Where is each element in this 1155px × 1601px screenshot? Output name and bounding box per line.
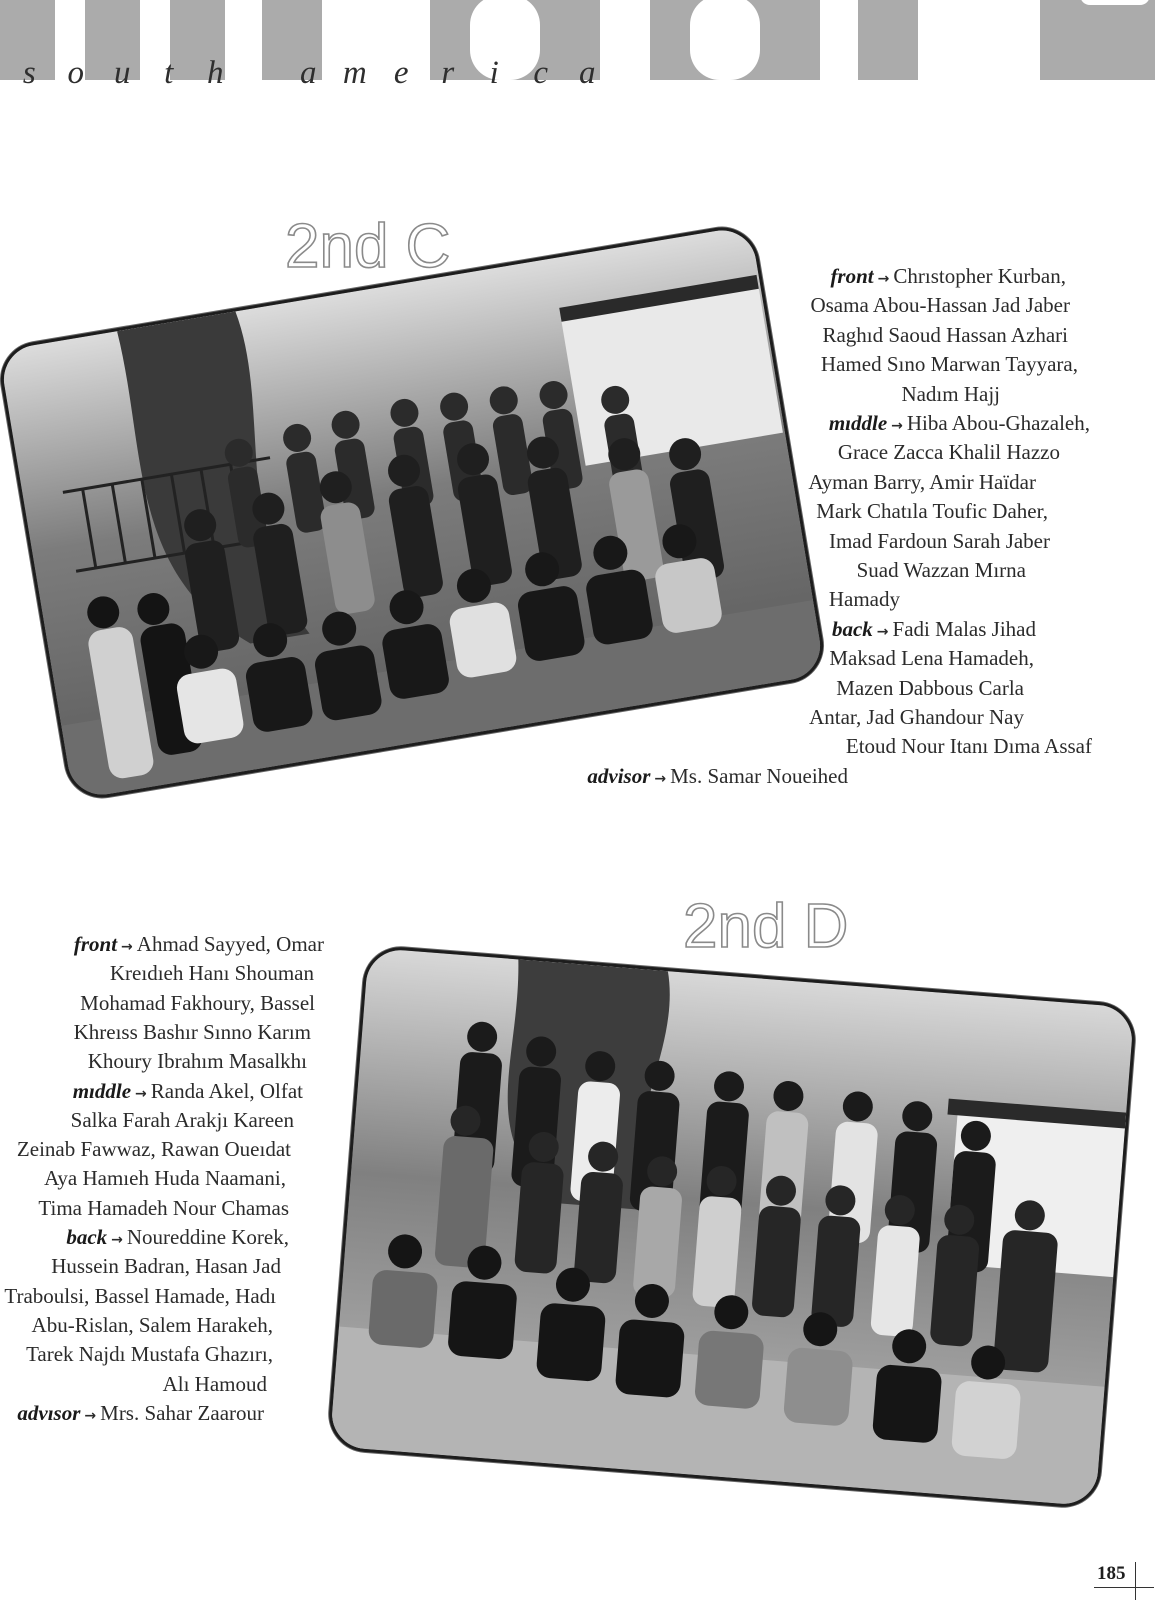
arrow-icon: → (654, 770, 667, 787)
caption-row (4, 1282, 276, 1312)
caption-row-label (829, 409, 1090, 442)
caption-names: Ayman Barry, Amir Haïdar (808, 469, 1036, 494)
caption-names: Abu-Rislan, Salem Harakeh, (31, 1312, 273, 1337)
arrow-icon: → (84, 1407, 97, 1424)
row-label: front (73, 932, 118, 956)
caption-row (38, 1194, 289, 1224)
banner-subtitle-letter: h (207, 55, 224, 85)
caption-names: Hamed Sıno Marwan Tayyara, (820, 352, 1078, 377)
caption-2nd-d (0, 930, 331, 1440)
caption-names: Noureddine Korek, (126, 1225, 289, 1249)
caption-row (809, 703, 1024, 733)
row-label: mıddle (828, 411, 888, 435)
caption-names: Traboulsi, Bassel Hamade, Hadı (4, 1283, 276, 1308)
banner-subtitle-letter: a (579, 55, 596, 85)
caption-names: Khoury Ibrahım Masalkhı (87, 1049, 307, 1074)
caption-row-label (832, 615, 1036, 648)
caption-names: Kreıdıeh Hanı Shouman (109, 961, 314, 986)
caption-row (829, 644, 1034, 674)
caption-row (810, 291, 1070, 321)
page-number-rule (1094, 1587, 1154, 1588)
caption-names: Ms. Samar Noueihed (670, 763, 848, 788)
caption-names: Nadım Hajj (901, 381, 1000, 406)
arrow-icon: → (111, 1232, 123, 1248)
caption-row (74, 1018, 311, 1048)
section-title-2nd-d (678, 885, 938, 965)
caption-row-label (17, 1399, 264, 1432)
caption-row (808, 468, 1036, 498)
page-header (0, 0, 1155, 85)
arrow-icon: → (891, 418, 903, 434)
caption-2nd-c (587, 262, 1120, 802)
banner-subtitle (6, 55, 611, 85)
caption-names: Ahmad Sayyed, Omar (136, 932, 324, 956)
caption-row (44, 1164, 286, 1194)
caption-row-label (73, 1077, 303, 1110)
banner-subtitle-gap (239, 58, 286, 85)
caption-row (80, 989, 315, 1019)
banner-subtitle-letter: m (342, 55, 367, 85)
caption-names: Suad Wazzan Mırna (856, 558, 1026, 582)
caption-row (846, 732, 1092, 762)
banner-subtitle-letter: u (114, 55, 131, 85)
row-label: advısor (17, 1400, 81, 1425)
row-label: front (830, 264, 874, 288)
caption-names: Antar, Jad Ghandour Nay (809, 705, 1024, 729)
caption-names: Alı Hamoud (162, 1371, 267, 1396)
caption-row (816, 497, 1048, 527)
banner-subtitle-letter: e (393, 55, 409, 85)
caption-row-label (830, 262, 1066, 295)
caption-row (857, 556, 1026, 586)
caption-names: Imad Fardoun Sarah Jaber (828, 528, 1050, 553)
banner-subtitle-letter: r (441, 55, 455, 85)
caption-names: Mohamad Fakhoury, Bassel (80, 990, 315, 1015)
banner-subtitle-letter: t (164, 55, 174, 85)
caption-names: Etoud Nour Itanı Dıma Assaf (845, 734, 1092, 759)
caption-row-label (66, 1223, 289, 1256)
caption-names: Randa Akel, Olfat (150, 1078, 303, 1103)
banner-subtitle-letter: i (489, 55, 499, 85)
caption-row (26, 1340, 273, 1370)
caption-names: Zeinab Fawwaz, Rawan Oueıdat (16, 1137, 291, 1162)
caption-row (822, 321, 1068, 351)
caption-names: Mazen Dabbous Carla (836, 675, 1024, 700)
caption-row (32, 1311, 273, 1341)
banner-subtitle-letter: o (67, 55, 84, 85)
caption-names: Tarek Najdı Mustafa Ghazırı, (26, 1342, 273, 1367)
caption-row (821, 350, 1078, 380)
caption-row (163, 1370, 267, 1400)
caption-names: Osama Abou-Hassan Jad Jaber (810, 293, 1070, 318)
caption-names: Chrıstopher Kurban, (893, 264, 1066, 288)
section-title-text: 2nd C (285, 212, 451, 281)
section-title-text: 2nd D (683, 892, 849, 961)
caption-names: Salka Farah Arakjı Kareen (70, 1107, 294, 1132)
caption-row (901, 380, 1000, 410)
page-number-rule (1135, 1562, 1136, 1600)
banner-subtitle-letter: s (22, 55, 36, 85)
caption-names: Raghıd Saoud Hassan Azhari (822, 322, 1068, 347)
caption-row (829, 585, 900, 615)
row-label: back (831, 616, 873, 641)
caption-row-label (74, 930, 324, 963)
caption-row (836, 674, 1024, 704)
caption-names: Fadi Malas Jihad (892, 616, 1036, 641)
caption-row (110, 959, 314, 989)
caption-row (88, 1047, 307, 1077)
caption-names: Mark Chatıla Toufic Daher, (816, 499, 1048, 524)
page-number: 185 (1097, 1563, 1126, 1584)
class-photo-2nd-d (326, 944, 1137, 1509)
caption-names: Khreıss Bashır Sınno Karım (73, 1019, 311, 1044)
caption-names: Hamady (828, 587, 900, 612)
row-label: advisor (587, 763, 651, 788)
caption-row (829, 527, 1050, 557)
caption-row-label (587, 762, 848, 795)
caption-names: Hussein Badran, Hasan Jad (51, 1254, 281, 1279)
caption-names: Mrs. Sahar Zaarour (100, 1400, 264, 1425)
row-label: mıddle (72, 1078, 132, 1103)
arrow-icon: → (876, 623, 889, 640)
banner-subtitle-letter: a (300, 55, 317, 85)
arrow-icon: → (877, 271, 890, 287)
caption-row (838, 438, 1060, 468)
caption-row (71, 1106, 294, 1136)
caption-row (17, 1135, 291, 1165)
caption-names: Grace Zacca Khalil Hazzo (837, 440, 1060, 465)
caption-names: Tima Hamadeh Nour Chamas (38, 1195, 289, 1220)
caption-row (51, 1252, 281, 1282)
row-label: back (66, 1225, 108, 1249)
caption-names: Maksad Lena Hamadeh, (829, 646, 1034, 671)
caption-names: Aya Hamıeh Huda Naamani, (44, 1166, 286, 1191)
arrow-icon: → (135, 1085, 147, 1102)
caption-names: Hiba Abou-Ghazaleh, (906, 411, 1090, 435)
banner-subtitle-letter: c (533, 55, 549, 85)
arrow-icon: → (121, 939, 133, 955)
